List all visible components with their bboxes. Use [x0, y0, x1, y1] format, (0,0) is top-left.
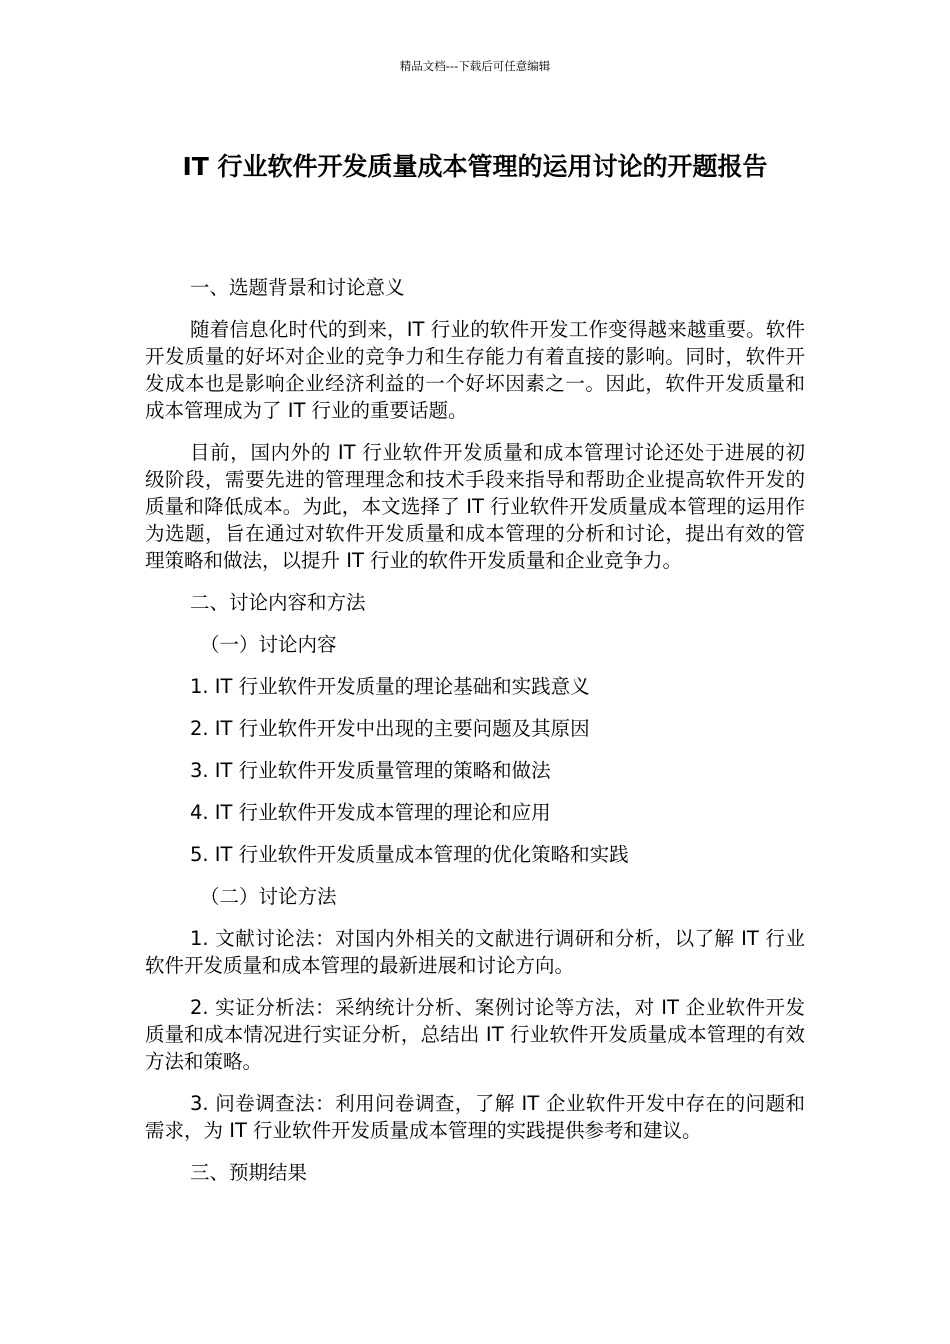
document-body: [145, 274, 805, 1201]
list-item: 5. IT 行业软件开发质量成本管理的优化策略和实践: [190, 843, 629, 866]
method-paragraph: 2. 实证分析法：采纳统计分析、案例讨论等方法，对 IT 企业软件开发质量和成本情况进行实证分析，总结出 IT 行业软件开发质量成本管理的有效方法和策略。: [145, 996, 805, 1073]
paragraph: 随着信息化时代的到来，IT 行业的软件开发工作变得越来越重要。软件开发质量的好坏对企业的竞争力和生存能力有着直接的影响。同时，软件开发成本也是影响企业经济利益的一个好坏因素之一。因此，软件开发质量和成本管理成为了 IT 行业的重要话题。: [145, 318, 805, 422]
section-heading: 二、讨论内容和方法: [190, 591, 366, 614]
list-item: 1. IT 行业软件开发质量的理论基础和实践意义: [190, 675, 590, 698]
paragraph: 目前，国内外的 IT 行业软件开发质量和成本管理讨论还处于进展的初级阶段，需要先进的管理理念和技术手段来指导和帮助企业提高软件开发的质量和降低成本。为此，本文选择了 IT 行业软件开发质量成本管理的运用作为选题，旨在通过对软件开发质量和成本管理的分析和讨论，提出有效的管理策略和做法，以提升 IT 行业的软件开发质量和企业竞争力。: [145, 441, 805, 572]
section-heading: 一、选题背景和讨论意义: [190, 276, 405, 299]
list-item: 2. IT 行业软件开发中出现的主要问题及其原因: [190, 717, 590, 740]
list-item: 4. IT 行业软件开发成本管理的理论和应用: [190, 801, 551, 824]
list-item: 3. IT 行业软件开发质量管理的策略和做法: [190, 759, 551, 782]
method-paragraph: 1. 文献讨论法：对国内外相关的文献进行调研和分析，以了解 IT 行业软件开发质量和成本管理的最新进展和讨论方向。: [145, 927, 805, 977]
method-paragraph: 3. 问卷调查法：利用问卷调查，了解 IT 企业软件开发中存在的问题和需求，为 IT 行业软件开发质量成本管理的实践提供参考和建议。: [145, 1092, 805, 1142]
subsection-heading: （二）讨论方法: [200, 885, 337, 908]
section-heading: 三、预期结果: [190, 1161, 308, 1184]
subsection-heading: （一）讨论内容: [200, 633, 337, 656]
document-title: IT 行业软件开发质量成本管理的运用讨论的开题报告: [182, 152, 768, 181]
page-header: 精品文档---下载后可任意编辑: [399, 59, 551, 73]
